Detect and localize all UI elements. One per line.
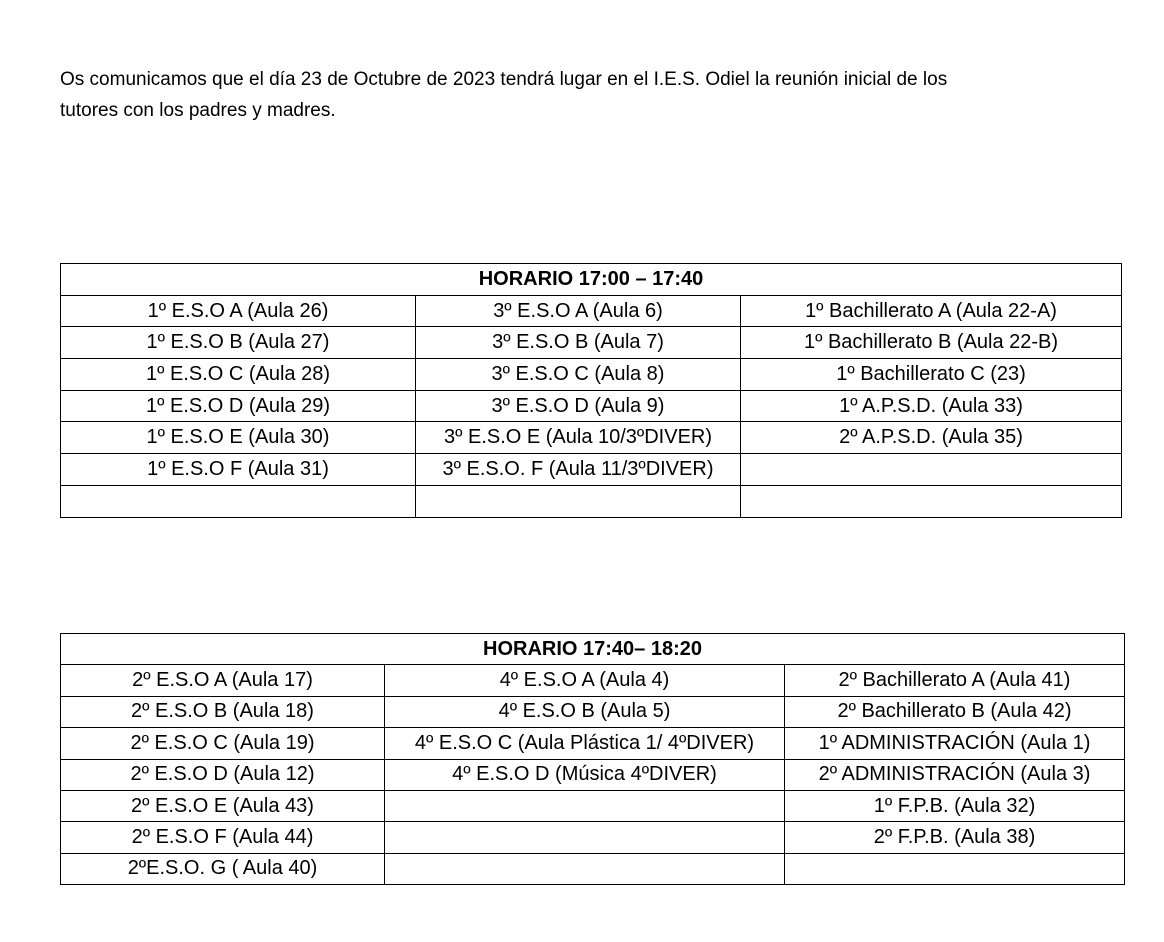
table-row: [61, 390, 1122, 422]
table-cell: 4º E.S.O B (Aula 5): [385, 696, 785, 727]
table-cell: 4º E.S.O A (Aula 4): [385, 665, 785, 696]
table-cell: [416, 485, 741, 517]
table-cell: 2ºE.S.O. G ( Aula 40): [61, 853, 385, 884]
table-cell: 2º A.P.S.D. (Aula 35): [741, 422, 1122, 454]
table-cell: [741, 454, 1122, 486]
schedule-table-1-header-row: [61, 264, 1122, 296]
table-row: [61, 359, 1122, 391]
table-cell: 1º A.P.S.D. (Aula 33): [741, 390, 1122, 422]
intro-paragraph: [60, 64, 1060, 126]
table-cell: [385, 853, 785, 884]
table-cell: 1º E.S.O E (Aula 30): [61, 422, 416, 454]
table-cell: 2º E.S.O D (Aula 12): [61, 759, 385, 790]
table-cell: 1º ADMINISTRACIÓN (Aula 1): [785, 728, 1125, 759]
table-cell: [385, 822, 785, 853]
table-row: [61, 665, 1125, 696]
intro-line-1: Os comunicamos que el día 23 de Octubre de 2023 tendrá lugar en el I.E.S. Odiel la reunión inicial de los: [60, 69, 948, 90]
table-cell: 1º F.P.B. (Aula 32): [785, 790, 1125, 821]
table-cell: 1º Bachillerato B (Aula 22-B): [741, 327, 1122, 359]
table-cell: [741, 485, 1122, 517]
table-cell: 1º Bachillerato A (Aula 22-A): [741, 295, 1122, 327]
table-cell: 2º E.S.O F (Aula 44): [61, 822, 385, 853]
table-row: [61, 728, 1125, 759]
intro-line-2: tutores con los padres y madres.: [60, 100, 336, 121]
table-row: [61, 696, 1125, 727]
table-cell: 2º E.S.O E (Aula 43): [61, 790, 385, 821]
table-row: [61, 485, 1122, 517]
table-cell: 2º E.S.O B (Aula 18): [61, 696, 385, 727]
schedule-title: HORARIO 17:00 – 17:40: [61, 264, 1122, 296]
table-cell: 2º ADMINISTRACIÓN (Aula 3): [785, 759, 1125, 790]
table-row: [61, 327, 1122, 359]
table-cell: 3º E.S.O B (Aula 7): [416, 327, 741, 359]
table-cell: 2º Bachillerato A (Aula 41): [785, 665, 1125, 696]
table-cell: 1º E.S.O A (Aula 26): [61, 295, 416, 327]
table-cell: 3º E.S.O E (Aula 10/3ºDIVER): [416, 422, 741, 454]
table-row: [61, 422, 1122, 454]
table-cell: 4º E.S.O C (Aula Plástica 1/ 4ºDIVER): [385, 728, 785, 759]
table-row: [61, 790, 1125, 821]
table-cell: 2º E.S.O A (Aula 17): [61, 665, 385, 696]
table-cell: 1º E.S.O D (Aula 29): [61, 390, 416, 422]
schedule-table-2-header-row: [61, 634, 1125, 665]
table-cell: 3º E.S.O D (Aula 9): [416, 390, 741, 422]
table-cell: 3º E.S.O. F (Aula 11/3ºDIVER): [416, 454, 741, 486]
table-cell: 1º E.S.O C (Aula 28): [61, 359, 416, 391]
table-cell: 1º Bachillerato C (23): [741, 359, 1122, 391]
table-cell: [785, 853, 1125, 884]
schedule-table-1: [60, 263, 1122, 518]
table-row: [61, 295, 1122, 327]
table-row: [61, 759, 1125, 790]
table-cell: [61, 485, 416, 517]
table-cell: [385, 790, 785, 821]
table-row: [61, 853, 1125, 884]
table-cell: 1º E.S.O B (Aula 27): [61, 327, 416, 359]
table-cell: 2º Bachillerato B (Aula 42): [785, 696, 1125, 727]
schedule-table-2-body: [61, 634, 1125, 885]
table-cell: 1º E.S.O F (Aula 31): [61, 454, 416, 486]
schedule-table-2: [60, 633, 1125, 885]
schedule-title: HORARIO 17:40– 18:20: [61, 634, 1125, 665]
table-cell: 4º E.S.O D (Música 4ºDIVER): [385, 759, 785, 790]
table-cell: 2º F.P.B. (Aula 38): [785, 822, 1125, 853]
table-cell: 2º E.S.O C (Aula 19): [61, 728, 385, 759]
schedule-table-1-body: [61, 264, 1122, 518]
table-cell: 3º E.S.O A (Aula 6): [416, 295, 741, 327]
table-row: [61, 822, 1125, 853]
table-row: [61, 454, 1122, 486]
table-cell: 3º E.S.O C (Aula 8): [416, 359, 741, 391]
